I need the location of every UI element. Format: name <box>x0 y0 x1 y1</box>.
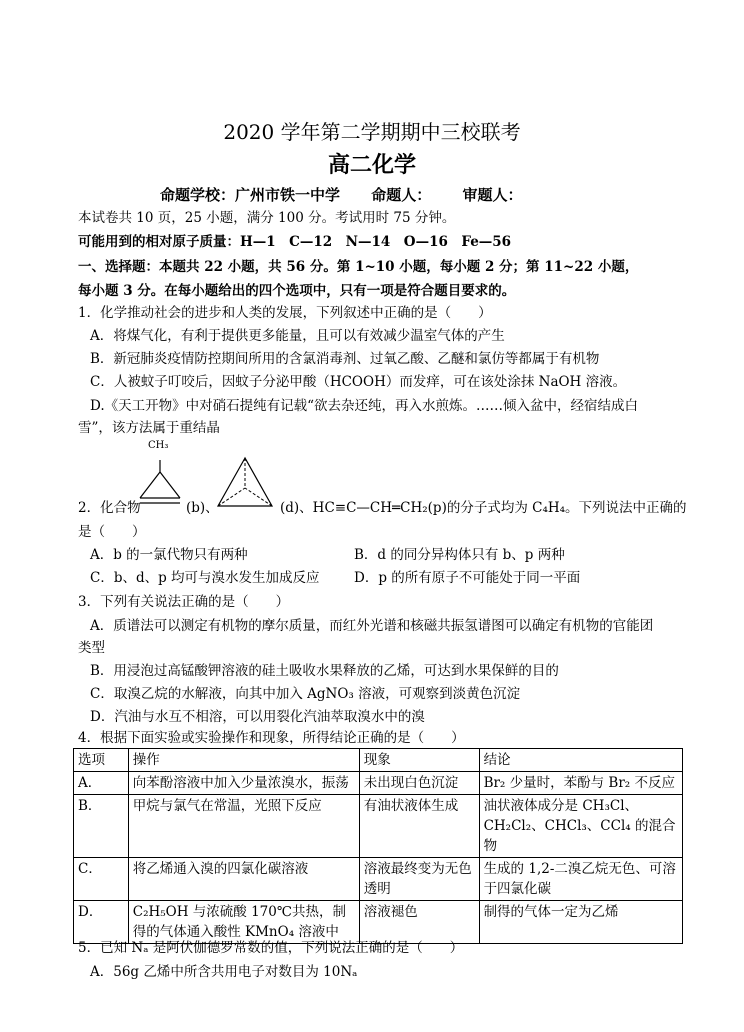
row-operation: C₂H₅OH 与浓硫酸 170℃共热，制得的气体通入酸性 KMnO₄ 溶液中 <box>128 901 359 944</box>
row-conclusion: 生成的 1,2-二溴乙烷无色、可溶于四氯化碳 <box>479 858 682 901</box>
table-row <box>74 858 683 901</box>
row-conclusion: Br₂ 少量时，苯酚与 Br₂ 不反应 <box>479 772 682 795</box>
row-option: D． <box>74 901 129 944</box>
section1-line-b: 每小题 3 分。在每小题给出的四个选项中，只有一项是符合题目要求的。 <box>78 283 516 299</box>
q2-label-b: (b)、 <box>186 500 219 516</box>
row-operation: 将乙烯通入溴的四氯化碳溶液 <box>128 858 359 901</box>
q3-option-a-line2: 类型 <box>78 640 105 656</box>
q3-option-d: D．汽油与水互不相溶，可以用裂化汽油萃取溴水中的溴 <box>90 709 425 725</box>
row-operation: 甲烷与氯气在常温，光照下反应 <box>128 795 359 858</box>
q2-option-d: D．p 的所有原子不可能处于同一平面 <box>354 570 581 586</box>
intro-line-1: 本试卷共 10 页，25 小题，满分 100 分。考试用时 75 分钟。 <box>78 210 456 226</box>
school-label: 命题学校：广州市铁一中学 <box>160 186 341 204</box>
q2-stem-rest: (d)、HC≡C—CH═CH₂(p)的分子式均为 C₄H₄。下列说法中正确的 <box>280 500 687 516</box>
row-phenomenon: 未出现白色沉淀 <box>359 772 479 795</box>
row-option: A． <box>74 772 129 795</box>
subject-title: 高二化学 <box>327 152 416 178</box>
exam-title: 2020 学年第二学期期中三校联考 <box>223 120 521 144</box>
row-option: C． <box>74 858 129 901</box>
row-operation: 向苯酚溶液中加入少量浓溴水，振荡 <box>128 772 359 795</box>
q1-stem: 1．化学推动社会的进步和人类的发展，下列叙述中正确的是（ ） <box>78 305 492 321</box>
author-label: 命题人： <box>371 186 432 204</box>
section1-line-a: 一、选择题：本题共 22 小题，共 56 分。第 1~10 小题，每小题 2 分；第 11~22 小题， <box>78 259 639 275</box>
methyl-label: CH₃ <box>148 440 169 451</box>
q3-stem: 3．下列有关说法正确的是（ ） <box>78 594 290 610</box>
q1-option-d-line2: 雪”，该方法属于重结晶 <box>78 420 220 436</box>
q3-option-b: B．用浸泡过高锰酸钾溶液的硅土吸收水果释放的乙烯，可达到水果保鲜的目的 <box>90 663 559 679</box>
q1-option-b: B．新冠肺炎疫情防控期间所用的含氯消毒剂、过氧乙酸、乙醚和氯仿等都属于有机物 <box>90 351 600 367</box>
q4-table <box>73 748 683 944</box>
q5-stem: 5．已知 Nₐ 是阿伏伽德罗常数的值，下列说法正确的是（ ） <box>78 940 464 956</box>
atomic-mass-line: 可能用到的相对原子质量：H—1 C—12 N—14 O—16 Fe—56 <box>78 234 512 250</box>
row-phenomenon: 有油状液体生成 <box>359 795 479 858</box>
row-phenomenon: 溶液褪色 <box>359 901 479 944</box>
row-option: B． <box>74 795 129 858</box>
table-header-row <box>74 749 683 772</box>
q1-option-a: A．将煤气化，有利于提供更多能量，且可以有效减少温室气体的产生 <box>90 328 505 344</box>
q2-stem-start: 2．化合物 <box>78 500 141 516</box>
row-conclusion: 油状液体成分是 CH₃Cl、CH₂Cl₂、CHCl₃、CCl₄ 的混合物 <box>479 795 682 858</box>
q3-option-c: C．取溴乙烷的水解液，向其中加入 AgNO₃ 溶液，可观察到淡黄色沉淀 <box>90 686 521 702</box>
q2-option-c: C．b、d、p 均可与溴水发生加成反应 <box>90 570 320 586</box>
q3-option-a-line1: A．质谱法可以测定有机物的摩尔质量，而红外光谱和核磁共振氢谱图可以确定有机物的官能团 <box>90 618 654 634</box>
row-phenomenon: 溶液最终变为无色透明 <box>359 858 479 901</box>
author-line <box>160 184 549 205</box>
table-row <box>74 795 683 858</box>
q2-option-b: B．d 的同分异构体只有 b、p 两种 <box>354 547 565 563</box>
header-operation: 操作 <box>128 749 359 772</box>
q5-option-a: A．56g 乙烯中所含共用电子对数目为 10Nₐ <box>90 964 358 980</box>
row-conclusion: 制得的气体一定为乙烯 <box>479 901 682 944</box>
tetrahedrane-structure <box>212 454 278 514</box>
header-phenomenon: 现象 <box>359 749 479 772</box>
q2-option-a: A．b 的一氯代物只有两种 <box>90 547 248 563</box>
reviewer-label: 审题人： <box>462 186 523 204</box>
header-option: 选项 <box>74 749 129 772</box>
q1-option-d-line1: D.《天工开物》中对硝石提纯有记载“欲去杂还纯，再入水煎炼。……倾入盆中，经宿结成白 <box>90 398 639 414</box>
q1-option-c: C．人被蚊子叮咬后，因蚊子分泌甲酸（HCOOH）而发痒，可在该处涂抹 NaOH 溶液。 <box>90 374 627 390</box>
q4-stem: 4．根据下面实验或实验操作和现象，所得结论正确的是（ ） <box>78 730 465 746</box>
q2-stem-end: 是（ ） <box>78 524 146 540</box>
table-row <box>74 772 683 795</box>
header-conclusion: 结论 <box>479 749 682 772</box>
